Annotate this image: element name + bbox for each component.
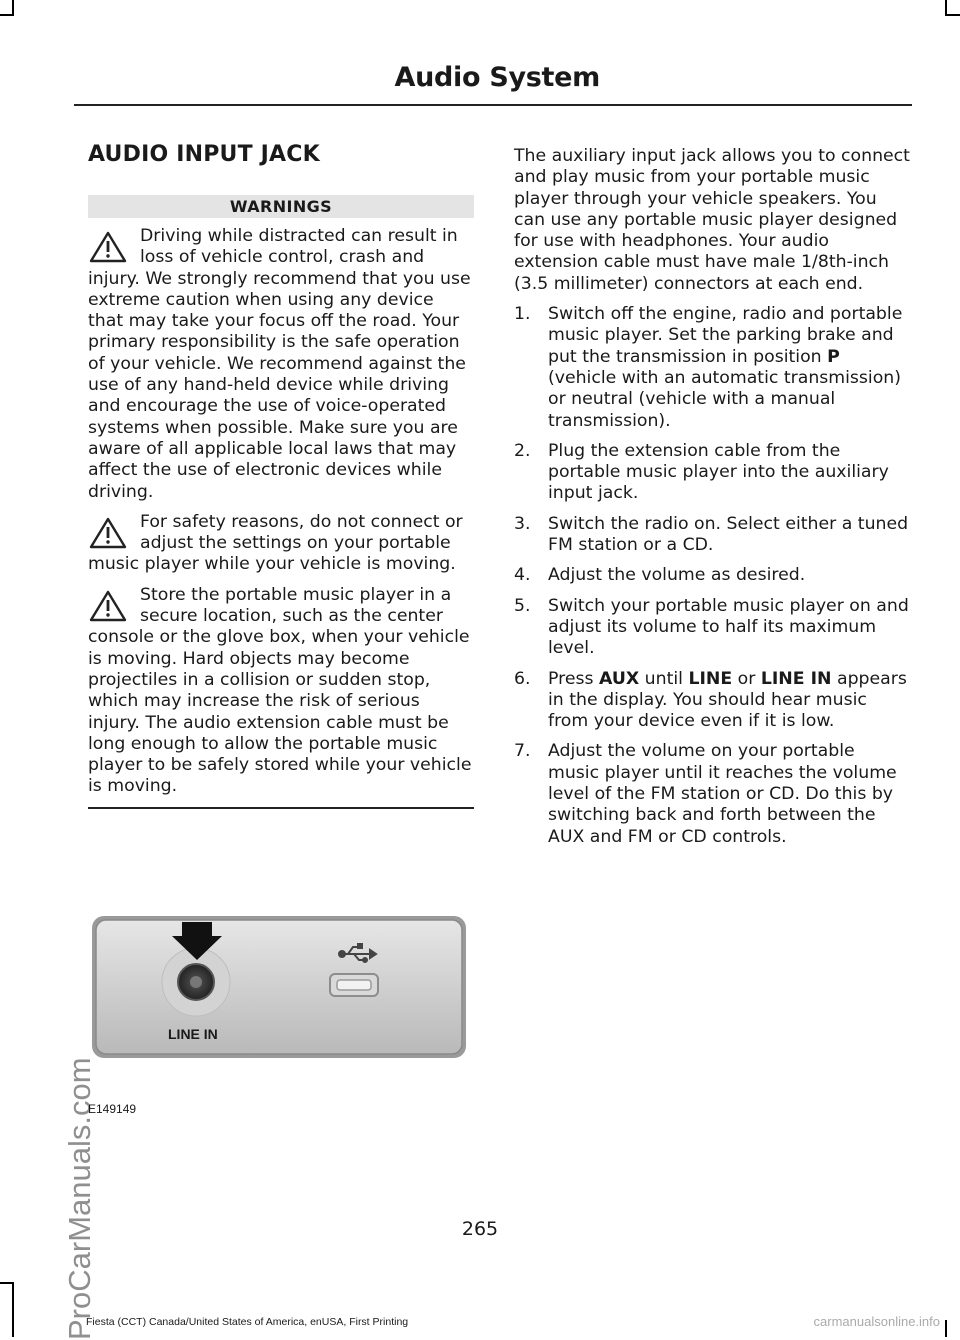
figure-code: E149149 <box>88 1102 137 1116</box>
step-number: 1. <box>514 304 531 325</box>
warnings-heading: WARNINGS <box>88 195 474 218</box>
warning-block <box>88 226 474 503</box>
step-bold-text: LINE <box>688 668 733 689</box>
footer-text: Fiesta (CCT) Canada/United States of America, enUSA, First Printing <box>86 1316 409 1328</box>
step-number: 2. <box>514 440 531 461</box>
list-item <box>514 304 910 432</box>
page-number: 265 <box>461 1218 499 1240</box>
warning-text: For safety reasons, do not connect or adjust the settings on your portable music player while your vehicle is moving. <box>88 511 463 575</box>
warnings-end-divider <box>88 807 474 809</box>
list-item <box>514 596 910 660</box>
warning-triangle-icon <box>88 516 128 550</box>
step-bold-text: AUX <box>598 668 640 689</box>
footer-site-watermark: carmanualsonline.info <box>813 1314 940 1329</box>
step-text: Press <box>548 668 599 689</box>
warning-triangle-icon <box>88 589 128 623</box>
step-text: (vehicle with an automatic transmission) or neutral (vehicle with a manual transmission). <box>548 367 901 431</box>
step-text: until <box>639 668 689 689</box>
step-text: Plug the extension cable from the portable music player into the auxiliary input jack. <box>548 440 889 504</box>
warning-text: Store the portable music player in a secure location, such as the center console or the glove box, when your vehicle is moving. Hard objects may become projectiles in a collision or sudden stop, which may increase the risk of serious injury. The audio extension cable must be long enough to allow the portable music player to be safely stored while your vehicle is moving. <box>88 584 472 797</box>
list-item <box>514 565 910 586</box>
left-column <box>88 142 474 809</box>
step-text: Switch your portable music player on and adjust its volume to half its maximum level. <box>548 595 909 659</box>
step-text: Adjust the volume on your portable music player until it reaches the volume level of the FM station or CD. Do this by switching back and forth between the AUX and FM or CD controls. <box>548 741 897 847</box>
step-text: appears in the display. You should hear music from your device even if it is low. <box>548 668 907 732</box>
step-number: 6. <box>514 668 531 689</box>
step-number: 7. <box>514 741 531 762</box>
right-column <box>514 146 910 857</box>
intro-paragraph: The auxiliary input jack allows you to connect and play music from your portable music player through your vehicle speakers. You can use any portable music player designed for use with headphones. Your audio extension cable must have male 1/8th-inch (3.5 millimeter) connectors at each end. <box>514 146 910 294</box>
header-divider <box>74 104 912 106</box>
warning-text: Driving while distracted can result in loss of vehicle control, crash and injury. We strongly recommend that you use extreme caution when using any device that may take your focus off the road. Your primary responsibility is the safe operation of your vehicle. We recommend against the use of any hand-held device while driving and encourage the use of voice-operated systems when possible. Make sure you are aware of all applicable local laws that may affect the use of electronic devices while driving. <box>88 226 471 502</box>
warning-triangle-icon <box>88 230 128 264</box>
step-text: or <box>732 668 761 689</box>
crop-mark <box>12 1282 14 1337</box>
step-number: 5. <box>514 595 531 616</box>
page-header-title: Audio System <box>394 62 600 93</box>
figure-label: LINE IN <box>168 1026 218 1042</box>
list-item <box>514 441 910 505</box>
warning-block <box>88 585 474 798</box>
step-text: Switch the radio on. Select either a tuned FM station or a CD. <box>548 513 909 556</box>
step-bold-text: P <box>827 346 840 367</box>
audio-input-jack-illustration <box>90 914 468 1060</box>
crop-mark <box>945 1320 947 1337</box>
step-number: 4. <box>514 565 531 586</box>
list-item <box>514 514 910 557</box>
crop-mark <box>0 14 14 16</box>
step-bold-text: LINE IN <box>760 668 832 689</box>
step-number: 3. <box>514 513 531 534</box>
section-title: AUDIO INPUT JACK <box>88 142 320 167</box>
warning-block <box>88 512 474 576</box>
crop-mark <box>945 14 960 16</box>
step-text: Adjust the volume as desired. <box>548 565 806 586</box>
steps-list <box>514 304 910 848</box>
crop-mark <box>0 1282 14 1284</box>
step-text: Switch off the engine, radio and portable music player. Set the parking brake and put the transmission in position <box>548 304 903 367</box>
list-item <box>514 669 910 733</box>
list-item <box>514 741 910 847</box>
side-watermark: ProCarManuals.com <box>62 1057 97 1340</box>
